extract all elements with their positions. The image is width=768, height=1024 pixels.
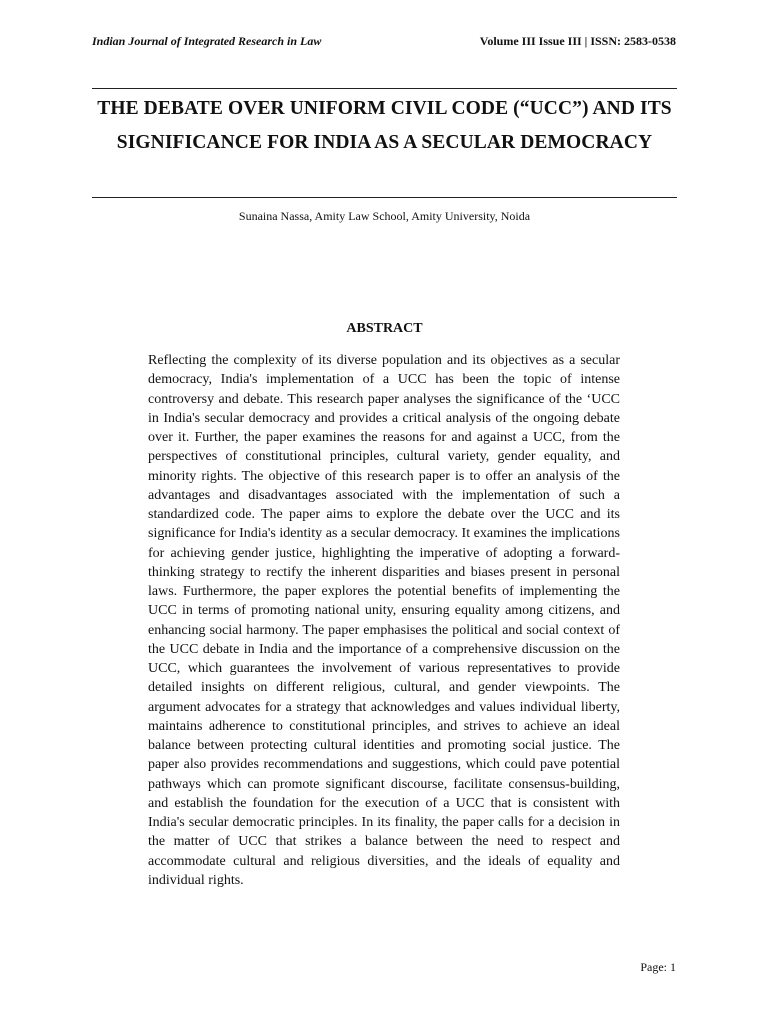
journal-name: Indian Journal of Integrated Research in Law [92,34,322,48]
abstract-heading: ABSTRACT [346,321,423,336]
author-affiliation: Sunaina Nassa, Amity Law School, Amity University, Noida [238,209,531,223]
paper-title: THE DEBATE OVER UNIFORM CIVIL CODE (“UCC”) AND ITS SIGNIFICANCE FOR INDIA AS A SECULAR DEMOCRACY [97,98,672,153]
running-header [92,34,676,52]
title-rule-bottom [92,197,677,198]
page-number: Page: 1 [640,960,676,974]
title-rule-top [92,88,677,89]
abstract-body: Reflecting the complexity of its diverse population and its objectives as a secular democracy, India's implementation of a UCC has been the topic of intense controversy and debate. This research paper analyses the significance of the ‘UCC in India's secular democracy and provides a critical analysis of the ongoing debate over it. Further, the paper examines the reasons for and against a UCC, from the perspectives of constitutional principles, cultural variety, gender equality, and minority rights. The objective of this research paper is to offer an analysis of the advantages and disadvantages associated with the implementation of such a standardized code. The paper aims to explore the debate over the UCC and its significance for India's identity as a secular democracy. It examines the implications for achieving gender justice, highlighting the imperative of adopting a forward-thinking strategy to rectify the inherent disparities and biases present in personal laws. Furthermore, the paper explores the potential benefits of implementing the UCC in terms of promoting national unity, ensuring equality among citizens, and enhancing social harmony. The paper emphasises the political and social context of the UCC debate in India and the importance of a comprehensive discussion on the UCC, which guarantees the involvement of various representatives to provide detailed insights on different religious, cultural, and gender viewpoints. The argument advocates for a strategy that acknowledges and values individual liberty, maintains adherence to constitutional principles, and strives to achieve an ideal balance between protecting cultural identities and promoting social justice. The paper also provides recommendations and suggestions, which could pave potential pathways which can promote significant discourse, facilitate consensus-building, and establish the foundation for the execution of a UCC that is consistent with India's secular democratic principles. In its finality, the paper calls for a decision in the matter of UCC that strikes a balance between the need to respect and accommodate cultural and religious diversities, and the ideals of equality and individual rights. [148,353,620,888]
volume-issn: Volume III Issue III | ISSN: 2583-0538 [479,34,676,48]
